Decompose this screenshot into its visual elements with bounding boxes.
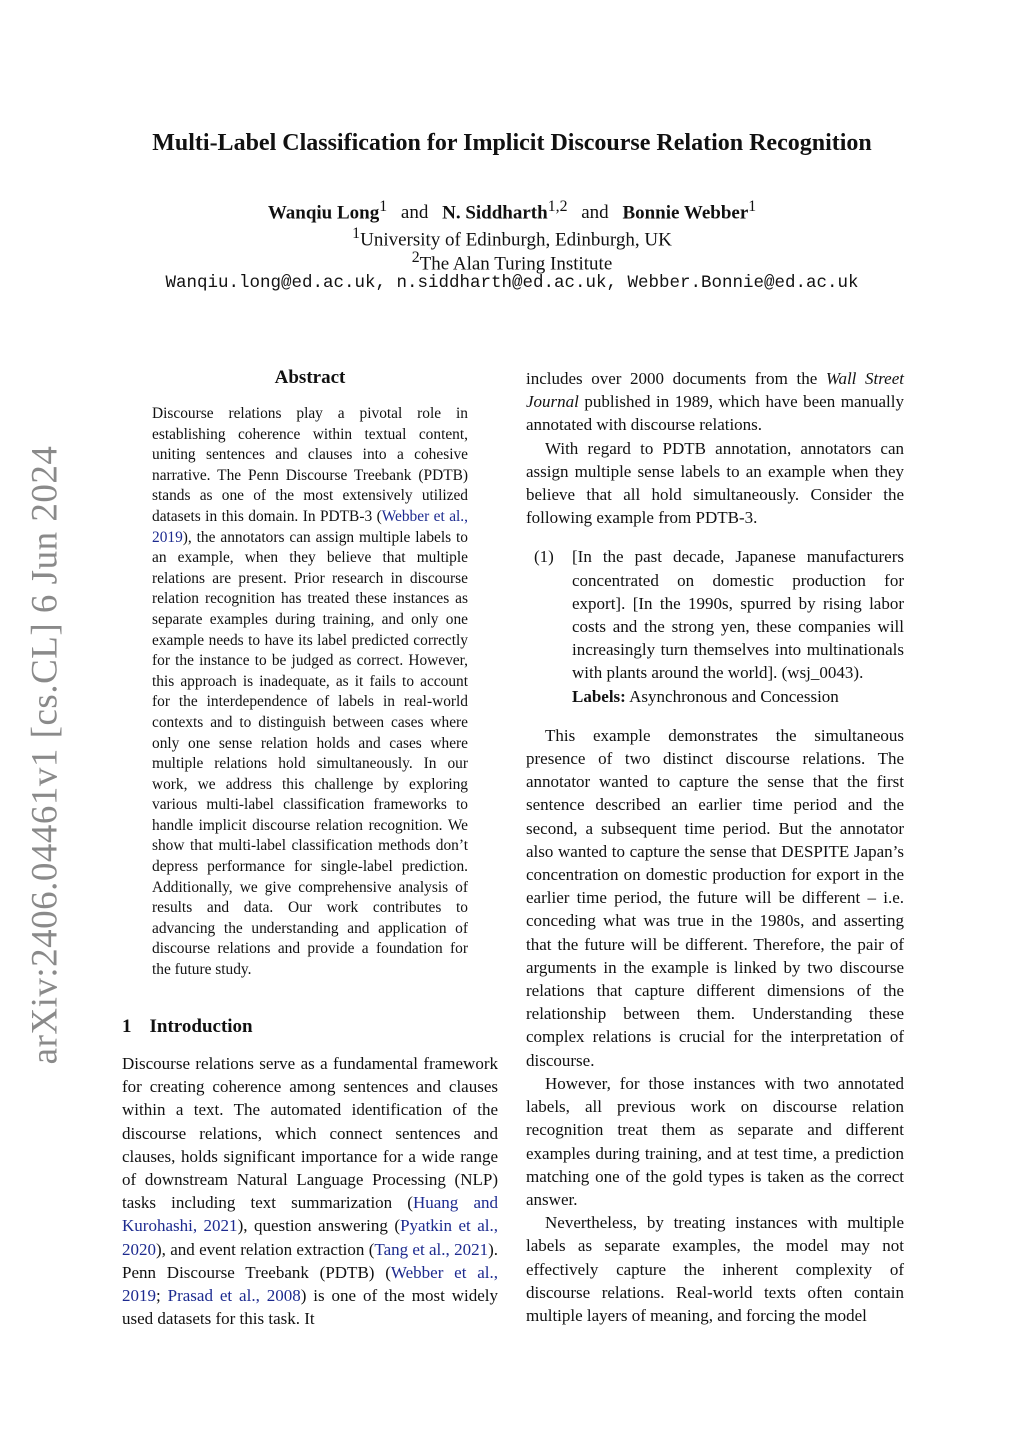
example-body [572, 545, 904, 707]
abstract-heading: Abstract [274, 367, 346, 388]
body-text: ) is one of the most widely used datasets for this task. It [122, 1286, 498, 1329]
section-title: Introduction [149, 1016, 253, 1037]
affiliation-text: The Alan Turing Institute [419, 253, 613, 275]
author-emails: Wanqiu.long@ed.ac.uk, n.siddharth@ed.ac.uk, Webber.Bonnie@ed.ac.uk [165, 273, 859, 293]
citation-link[interactable]: Prasad et al., 2008 [167, 1286, 301, 1306]
body-text: ), question answering ( [237, 1216, 401, 1236]
affiliation [80, 225, 944, 251]
author-affiliation-mark: 1 [748, 198, 757, 215]
example-block [534, 545, 904, 707]
citation-link[interactable]: Webber et al., 2019 [152, 507, 468, 546]
affiliation-text: University of Edinburgh, Edinburgh, UK [360, 229, 672, 251]
author-separator: and [581, 202, 609, 224]
body-text: Discourse relations serve as a fundamental framework for creating coherence among sentences and clauses within a text. The automated identification of the discourse relations, which connect sentences and clauses, holds significant importance for a wide range of downstream Natural Language Processing (NLP) tasks including text summarization ( [122, 1054, 498, 1213]
author-name: N. Siddharth [442, 202, 548, 224]
body-paragraph [526, 367, 904, 437]
citation-link[interactable]: Pyatkin et al., 2020 [122, 1216, 499, 1259]
body-paragraph: However, for those instances with two annotated labels, all previous work on discourse relation recognition treat them as separate and different examples during training, and at test time, a prediction matching one of the gold types is taken as the correct answer. [526, 1073, 904, 1209]
journal-name: Wall Street Journal [526, 369, 904, 412]
section-heading [122, 1016, 253, 1038]
citation-link[interactable]: Tang et al., 2021 [374, 1239, 489, 1259]
author-name: Wanqiu Long [267, 202, 380, 224]
body-paragraph: Nevertheless, by treating instances with multiple labels as separate examples, the model may not effectively capture the inherent complexity of discourse relations. Real-world texts often contain multiple layers of meaning, and forcing the model [526, 1213, 904, 1325]
body-text: includes over 2000 documents from the [526, 369, 826, 388]
body-paragraph: With regard to PDTB annotation, annotators can assign multiple sense labels to an example when they believe that all hold simultaneously. Consider the following example from PDTB-3. [526, 438, 904, 528]
example-labels-value: Asynchronous and Concession [629, 686, 839, 706]
section-number: 1 [122, 1016, 132, 1037]
abstract-text: ), the annotators can assign multiple labels to an example, when they believe that multiple relations are present. Prior research in discourse relation recognition has treated these instances as separate examples during training, and only one example needs to have its label predicted correctly for the instance to be judged as correct. However, this approach is inadequate, as it fails to account for the interdependence of labels in real-world contexts and to distinguish between cases where only one sense relation holds and cases where multiple relations hold simultaneously. In our work, we address this challenge by exploring various multi-label classification frameworks to handle implicit discourse relation recognition. We show that multi-label classification methods don’t depress performance for single-label prediction. Additionally, we give comprehensive analysis of results and data. Our work contributes to advancing the understanding and application of discourse relations and provide a foundation for the future study. [152, 528, 468, 979]
body-text: published in 1989, which have been manually annotated with discourse relations. [526, 392, 904, 435]
arxiv-identifier: arXiv:2406.04461v1 [cs.CL] 6 Jun 2024 [24, 445, 66, 1065]
example-labels-key: Labels: [572, 686, 626, 706]
example-number: (1) [534, 547, 554, 567]
right-column [526, 367, 904, 1327]
citation-link[interactable]: Webber et al., 2019 [122, 1262, 498, 1306]
author-name: Bonnie Webber [622, 202, 749, 224]
affiliation [80, 249, 944, 275]
abstract-body [152, 404, 468, 981]
body-text: ), and event relation extraction ( [156, 1239, 375, 1259]
affiliation-mark: 2 [411, 249, 420, 266]
example-text: [In the past decade, Japanese manufacturers concentrated on domestic production for export]. [In the 1990s, spurred by rising labor costs and the strong yen, these companies will increasingly turn themselves into multinationals with plants around the world]. (wsj_0043). [572, 547, 904, 683]
body-paragraph: This example demonstrates the simultaneous presence of two distinct discourse relations. The annotator wanted to capture the sense that the first sentence described an earlier time period and the second, a subsequent time period. But the annotator also wanted to capture the sense that DESPITE Japan’s concentration on domestic production for export in the earlier time period, the future will be different – i.e. conceding what was true in the 1980s, and asserting that the future will be different. Therefore, the pair of arguments in the example is linked by two discourse relations that capture different dimensions of the relationship between them. Understanding these complex relations is crucial for the interpretation of discourse. [526, 725, 904, 1070]
abstract-text: Discourse relations play a pivotal role in establishing coherence within textual content, uniting sentences and clauses into a cohesive narrative. The Penn Discourse Treebank (PDTB) stands as one of the most extensively utilized datasets in this domain. In PDTB-3 ( [152, 405, 468, 525]
body-text: ; [156, 1286, 168, 1306]
body-text: ). Penn Discourse Treebank (PDTB) ( [122, 1239, 499, 1282]
intro-paragraph [122, 1052, 498, 1330]
citation-link[interactable]: Huang and Kurohashi, 2021 [122, 1193, 498, 1236]
arxiv-sidebar [20, 445, 70, 1065]
paper-title: Multi-Label Classification for Implicit Discourse Relation Recognition [152, 130, 872, 156]
author-affiliation-mark: 1 [379, 198, 388, 215]
affiliation-mark: 1 [352, 225, 361, 242]
author-separator: and [400, 202, 429, 224]
author-affiliation-mark: 1,2 [547, 198, 568, 215]
author-list [80, 198, 944, 224]
